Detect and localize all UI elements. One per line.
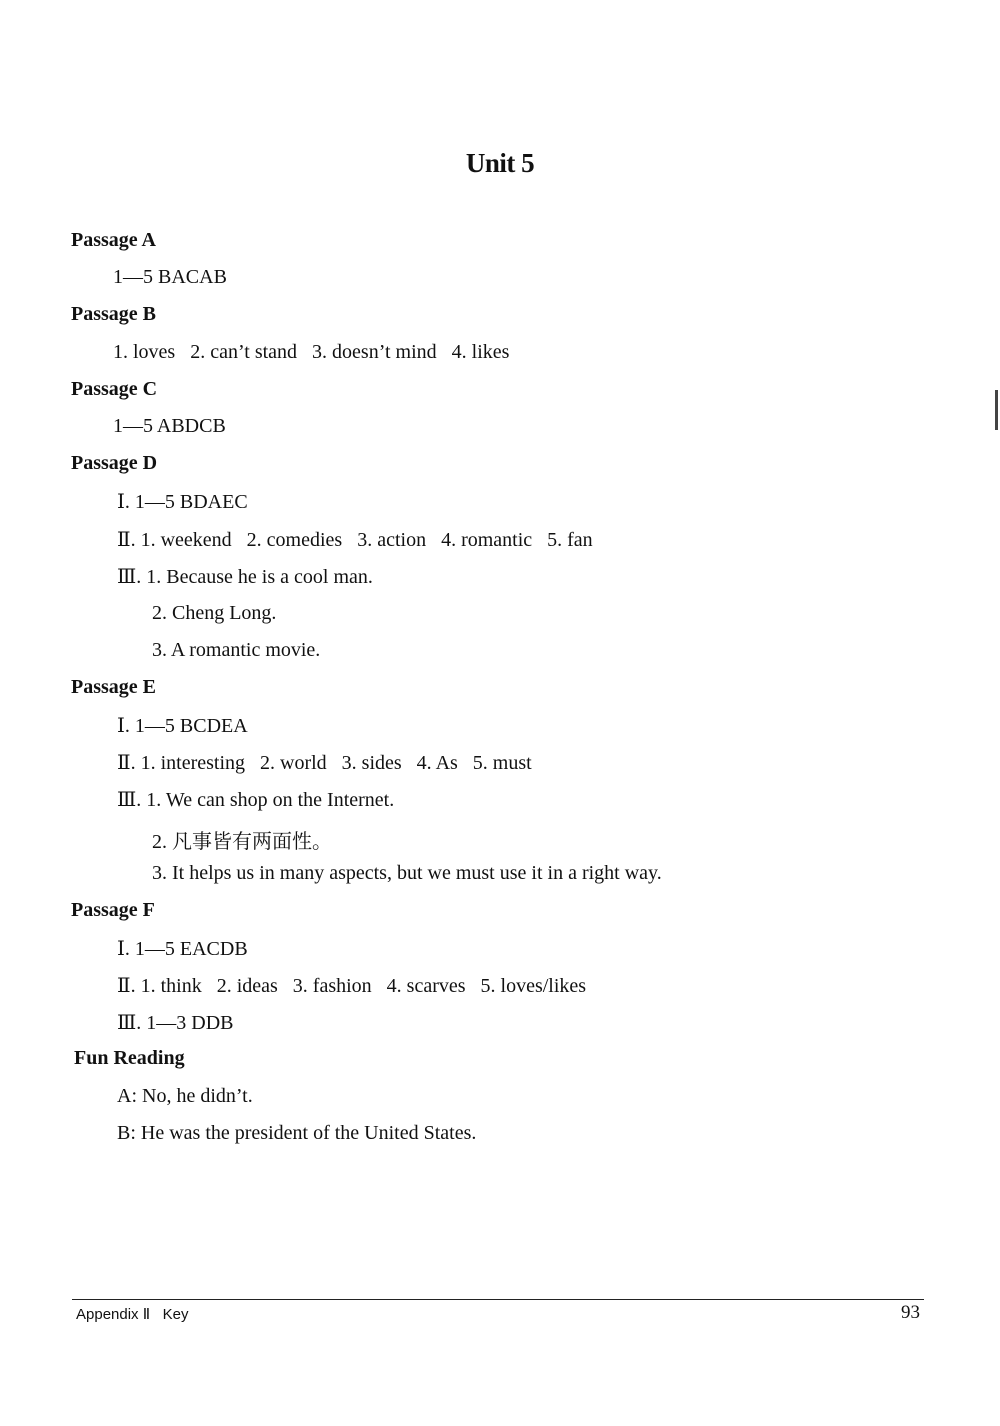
passage-d-answer-4: 2. Cheng Long. (152, 602, 277, 624)
passage-d-answer-2: Ⅱ. 1. weekend 2. comedies 3. action 4. romantic 5. fan (117, 529, 593, 551)
passage-d-answer-1: Ⅰ. 1—5 BDAEC (117, 491, 248, 513)
fun-reading-answer-a: A: No, he didn’t. (117, 1085, 253, 1107)
heading-passage-d: Passage D (71, 452, 158, 474)
passage-d-answer-3: Ⅲ. 1. Because he is a cool man. (117, 566, 373, 588)
footer-divider (72, 1299, 924, 1300)
heading-passage-f: Passage F (71, 899, 155, 921)
heading-fun-reading: Fun Reading (74, 1047, 185, 1069)
passage-e-answer-5: 3. It helps us in many aspects, but we must use it in a right way. (152, 862, 662, 884)
fun-reading-answer-b: B: He was the president of the United States. (117, 1122, 477, 1144)
passage-c-answer: 1—5 ABDCB (113, 415, 226, 437)
passage-f-answer-3: Ⅲ. 1—3 DDB (117, 1012, 234, 1034)
scan-edge-mark (995, 390, 998, 430)
passage-d-answer-5: 3. A romantic movie. (152, 639, 321, 661)
passage-e-answer-2: Ⅱ. 1. interesting 2. world 3. sides 4. As 5. must (117, 752, 532, 774)
page-number: 93 (901, 1302, 920, 1323)
heading-passage-e: Passage E (71, 676, 156, 698)
heading-passage-b: Passage B (71, 303, 156, 325)
passage-f-answer-2: Ⅱ. 1. think 2. ideas 3. fashion 4. scarves 5. loves/likes (117, 975, 587, 997)
heading-passage-a: Passage A (71, 229, 156, 251)
page-title: Unit 5 (465, 148, 535, 178)
passage-e-answer-4: 2. 凡事皆有两面性。 (152, 831, 332, 853)
passage-f-answer-1: Ⅰ. 1—5 EACDB (117, 938, 248, 960)
passage-b-answer: 1. loves 2. can’t stand 3. doesn’t mind 4. likes (113, 341, 510, 363)
passage-a-answer: 1—5 BACAB (113, 266, 227, 288)
passage-e-answer-3: Ⅲ. 1. We can shop on the Internet. (117, 789, 395, 811)
passage-e-answer-1: Ⅰ. 1—5 BCDEA (117, 715, 248, 737)
footer-section-label: Appendix Ⅱ Key (76, 1306, 189, 1323)
heading-passage-c: Passage C (71, 378, 158, 400)
